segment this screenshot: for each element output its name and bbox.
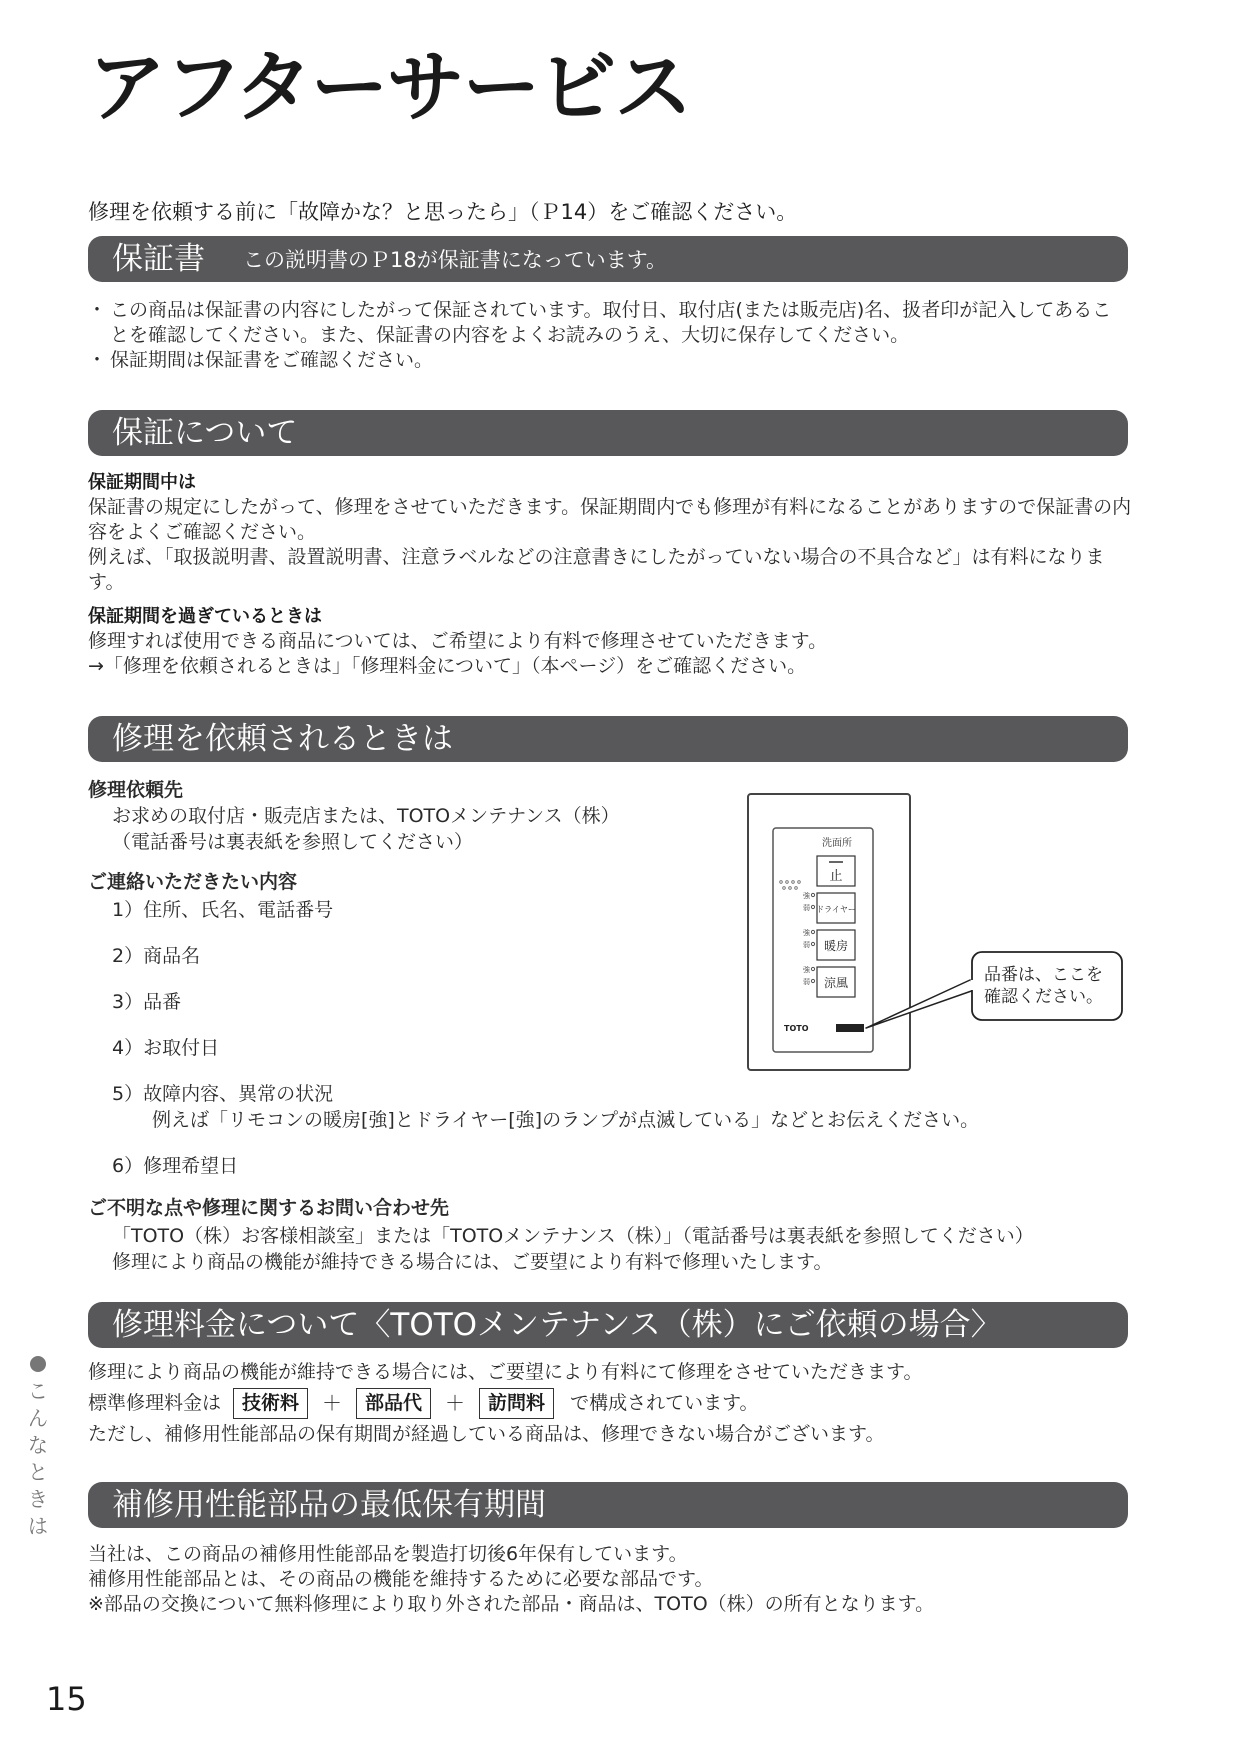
repair-fee-body xyxy=(88,1360,1133,1447)
plus-icon: ＋ xyxy=(445,1391,466,1415)
item5-example: 例えば「リモコンの暖房[強]とドライヤー[強]のランプが点滅している」などとお伝えください。 xyxy=(152,1109,980,1131)
contact-label: 修理依頼先 xyxy=(88,779,184,801)
repair-fee-text-1: 修理により商品の機能が維持できる場合には、ご要望により有料にて修理をさせていただきます。 xyxy=(88,1361,923,1383)
list-item: 2）商品名 xyxy=(112,945,201,967)
during-text-1: 保証書の規定にしたがって、修理をさせていただきます。保証期間内でも修理が有料になることがありますので保証書の内容をよくご確認ください。 xyxy=(88,496,1132,543)
parts-period-text-3: ※部品の交換について無料修理により取り外された部品・商品は、TOTO（株）の所有となります。 xyxy=(88,1593,935,1615)
section-bar-warranty-info xyxy=(88,410,1128,456)
section-bar-repair-fee xyxy=(88,1302,1128,1348)
callout-box xyxy=(972,952,1122,1020)
inquiry-text-1: 「TOTO（株）お客様相談室」または「TOTOメンテナンス（株）」（電話番号は裏表紙を参照してください） xyxy=(112,1225,1034,1247)
heat-button-label: 暖房 xyxy=(823,939,849,953)
during-text-2: 例えば、「取扱説明書、設置説明書、注意ラベルなどの注意書きにしたがっていない場合の不具合など」は有料になります。 xyxy=(88,546,1105,593)
after-text-2: →「修理を依頼されるときは」「修理料金について」（本ページ）をご確認ください。 xyxy=(88,655,807,677)
plus-icon: ＋ xyxy=(322,1391,343,1415)
page-number: 15 xyxy=(46,1680,87,1718)
inquiry-text-2: 修理により商品の機能が維持できる場合には、ご要望により有料で修理いたします。 xyxy=(112,1251,833,1273)
section-heading-repair-request: 修理を依頼されるときは xyxy=(112,721,453,757)
callout-text-2: 確認ください。 xyxy=(984,987,1103,1007)
during-label: 保証期間中は xyxy=(88,472,196,493)
section-bar-warranty-card xyxy=(88,236,1128,282)
bullet-icon: ・ xyxy=(87,299,107,321)
dryer-weak-label: 弱 xyxy=(803,904,810,912)
stop-button-label: 止 xyxy=(829,869,843,884)
section-heading-warranty-card: 保証書 xyxy=(112,241,205,277)
list-item: ・ 保証期間は保証書をご確認ください。 xyxy=(84,348,1129,373)
side-tab-label: こんなときは xyxy=(25,1380,49,1542)
section-subheading-warranty-card: この説明書のＰ18が保証書になっています。 xyxy=(243,248,668,272)
model-number-label xyxy=(836,1024,864,1032)
contact-text-1: お求めの取付店・販売店または、TOTOメンテナンス（株） xyxy=(112,805,620,827)
info-label: ご連絡いただきたい内容 xyxy=(88,871,298,893)
warranty-card-bullets xyxy=(84,298,1129,373)
section-heading-parts-period: 補修用性能部品の最低保有期間 xyxy=(112,1487,546,1523)
bullet-icon: ・ xyxy=(87,349,107,371)
repair-fee-text-3: ただし、補修用性能部品の保有期間が経過している商品は、修理できない場合がございます。 xyxy=(88,1423,885,1445)
formula-prefix: 標準修理料金は xyxy=(88,1392,222,1414)
section-heading-repair-fee: 修理料金について〈TOTOメンテナンス（株）にご依頼の場合〉 xyxy=(112,1307,1002,1343)
warranty-info-body xyxy=(88,470,1133,679)
list-item: 1）住所、氏名、電話番号 xyxy=(112,899,334,921)
list-item: 4）お取付日 xyxy=(112,1037,220,1059)
remote-location-label: 洗面所 xyxy=(822,838,852,849)
fee-visit-box: 訪問料 xyxy=(479,1388,554,1419)
list-item: 6）修理希望日 xyxy=(112,1155,239,1177)
parts-period-text-1: 当社は、この商品の補修用性能部品を製造打切後6年保有しています。 xyxy=(88,1543,688,1565)
cool-button-label: 涼風 xyxy=(823,976,849,990)
remote-control-illustration xyxy=(740,790,1130,1080)
intro-text: 修理を依頼する前に「故障かな？と思ったら」（Ｐ14）をご確認ください。 xyxy=(88,200,798,224)
fee-formula xyxy=(88,1388,1133,1419)
list-item: 5）故障内容、異常の状況 xyxy=(112,1083,334,1105)
formula-suffix: で構成されています。 xyxy=(570,1392,759,1414)
heat-weak-label: 弱 xyxy=(803,941,810,949)
heat-strong-label: 強 xyxy=(803,929,810,937)
list-item: ・ この商品は保証書の内容にしたがって保証されています。取付日、取付店(または販売店)名、扱者印が記入してあることを確認してください。また、保証書の内容をよくお読みのうえ、大切に保存してください。 xyxy=(84,298,1129,348)
contact-text-2: （電話番号は裏表紙を参照してください） xyxy=(112,831,474,853)
parts-period-text-2: 補修用性能部品とは、その商品の機能を維持するために必要な部品です。 xyxy=(88,1568,714,1590)
list-item: 3）品番 xyxy=(112,991,182,1013)
parts-period-body xyxy=(88,1542,1133,1617)
section-bar-repair-request xyxy=(88,716,1128,762)
fee-tech-box: 技術料 xyxy=(233,1388,308,1419)
after-label: 保証期間を過ぎているときは xyxy=(88,606,322,627)
side-tab-dot-icon xyxy=(30,1356,46,1372)
cool-weak-label: 弱 xyxy=(803,978,810,986)
fee-parts-box: 部品代 xyxy=(356,1388,431,1419)
section-heading-warranty-info: 保証について xyxy=(112,415,298,451)
page-title: アフターサービス xyxy=(88,43,691,133)
dryer-button-label: ドライヤー xyxy=(816,905,856,914)
callout-text-1: 品番は、ここを xyxy=(984,965,1103,985)
section-bar-parts-period xyxy=(88,1482,1128,1528)
brand-logo: TOTO xyxy=(784,1024,809,1033)
after-text-1: 修理すれば使用できる商品については、ご希望により有料で修理させていただきます。 xyxy=(88,630,828,652)
cool-strong-label: 強 xyxy=(803,966,810,974)
dryer-strong-label: 強 xyxy=(803,892,810,900)
inquiry-label: ご不明な点や修理に関するお問い合わせ先 xyxy=(88,1197,450,1219)
